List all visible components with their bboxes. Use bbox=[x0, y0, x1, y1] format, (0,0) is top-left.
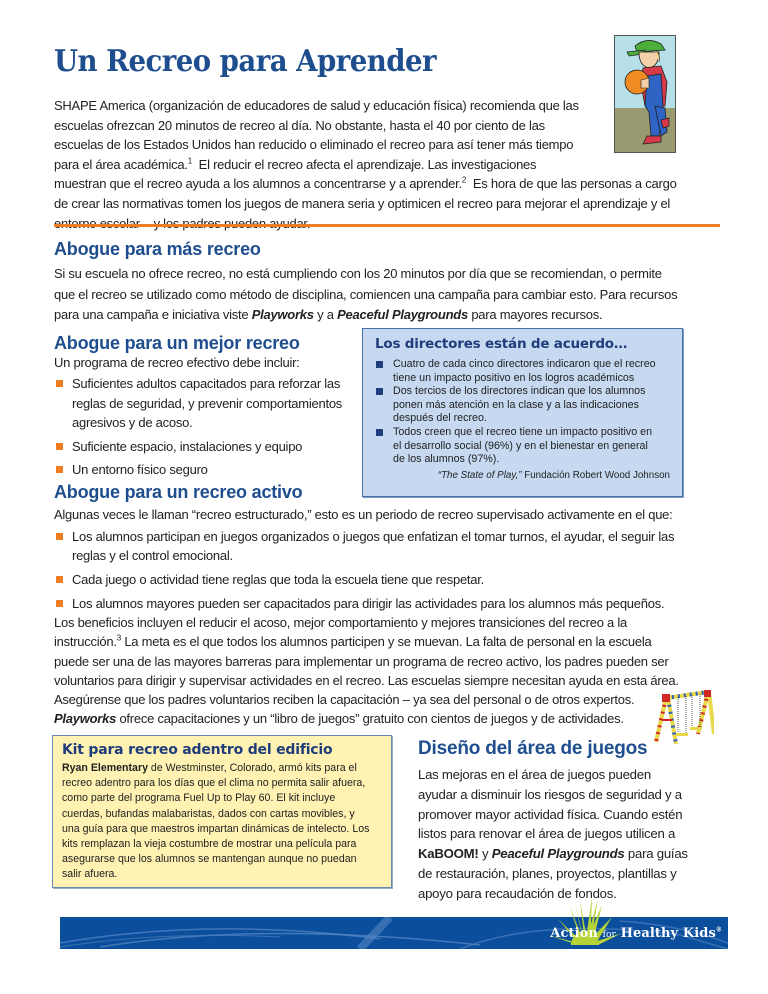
square-bullet-icon bbox=[56, 380, 63, 387]
paragraph-line: de restauración, planes, proyectos, plantillas y bbox=[418, 865, 677, 881]
playworks-link[interactable]: Playworks bbox=[251, 307, 314, 322]
list-item-text: Suficientes adultos capacitados para reforzar las bbox=[72, 376, 341, 391]
section-heading-active-recess: Abogue para un recreo activo bbox=[54, 482, 303, 502]
callout-title: Kit para recreo adentro del edificio bbox=[62, 742, 333, 758]
callout-line bbox=[62, 761, 383, 776]
paragraph-text: para mayores recursos. bbox=[471, 307, 603, 322]
list-item-text: agresivos y de acoso. bbox=[72, 415, 193, 430]
callout-line: salir afuera. bbox=[62, 868, 118, 881]
paragraph-line: voluntarios para dirigir y supervisar actividades en el recreo. Las escuelas siempre necesitan ayuda en esta área. bbox=[54, 672, 679, 688]
paragraph-line: Las mejoras en el área de juegos pueden bbox=[418, 767, 651, 782]
paragraph-line: puede ser una de las mayores barreras para implementar un programa de recreo activo, los padres pueden ser bbox=[54, 653, 669, 669]
callout-list bbox=[375, 358, 672, 467]
logo-text: Healthy Kids bbox=[620, 926, 716, 941]
peaceful-playgrounds-link[interactable]: Peaceful Playgrounds bbox=[491, 846, 625, 862]
page-title: Un Recreo para Aprender bbox=[54, 44, 436, 79]
square-bullet-icon bbox=[56, 576, 63, 583]
paragraph-line: Los beneficios incluyen el reducir el acoso, mejor comportamiento y mejores transiciones del recreo a la bbox=[54, 615, 628, 630]
paragraph-text: y bbox=[481, 846, 489, 862]
callout-title: Los directores están de acuerdo… bbox=[375, 336, 628, 352]
intro-line: escuelas de los Estados Unidos han reducido o eliminado el recreo para así tener más tiempo bbox=[54, 137, 574, 153]
paragraph-text: ofrece capacitaciones y un “libro de juegos” gratuito con cientos de juegos y de actividades. bbox=[119, 711, 624, 727]
intro-text: El reducir el recreo afecta el aprendizaje. Las investigaciones bbox=[198, 156, 537, 172]
list-item-text: el desarrollo social (96%) y en el bienestar en general bbox=[393, 439, 648, 452]
footnote-marker: 3 bbox=[116, 633, 121, 643]
list-item bbox=[375, 385, 672, 426]
section-heading-more-recess: Abogue para más recreo bbox=[54, 239, 261, 259]
intro-text: para el área académica. bbox=[54, 156, 188, 172]
swing-set-illustration bbox=[654, 690, 714, 746]
indoor-recess-kit-box bbox=[52, 735, 392, 888]
paragraph-text: y a bbox=[317, 307, 334, 322]
paragraph-line: ayudar a disminuir los riesgos de seguridad y a bbox=[418, 786, 682, 802]
footer-banner bbox=[60, 917, 728, 949]
list-item bbox=[54, 374, 354, 433]
logo-text: Action bbox=[550, 926, 598, 941]
list-item-text: Cada juego o actividad tiene reglas que toda la escuela tiene que respetar. bbox=[72, 572, 484, 587]
footnote-marker: 1 bbox=[187, 156, 192, 166]
list-item bbox=[375, 426, 672, 467]
active-recess-intro: Algunas veces le llaman “recreo estructurado,” esto es un periodo de recreo supervisado activamente en el que: bbox=[54, 507, 673, 522]
square-bullet-icon bbox=[376, 361, 383, 368]
square-bullet-icon bbox=[376, 388, 383, 395]
better-recess-list bbox=[54, 374, 354, 484]
callout-line: una guía para que maestros impartan dinámicas de intelecto. Los bbox=[62, 822, 370, 835]
active-recess-list bbox=[54, 527, 734, 618]
playworks-link[interactable]: Playworks bbox=[54, 711, 117, 727]
paragraph-text: instrucción. bbox=[54, 634, 117, 650]
callout-text: de Westminster, Colorado, armó kits para el bbox=[150, 762, 357, 774]
list-item-text: Dos tercios de los directores indican que los alumnos bbox=[393, 385, 646, 398]
paragraph-text: para una campaña e iniciativa viste bbox=[54, 307, 249, 322]
list-item-text: de los alumnos (97%). bbox=[393, 453, 500, 466]
paragraph-line: Si su escuela no ofrece recreo, no está cumpliendo con los 20 minutos por día que se recomiendan, o permite bbox=[54, 266, 662, 281]
swing-set-icon bbox=[654, 690, 714, 746]
section-heading-better-recess: Abogue para un mejor recreo bbox=[54, 333, 300, 353]
source-title: “The State of Play,” bbox=[437, 469, 522, 481]
list-item-text: Suficiente espacio, instalaciones y equipo bbox=[72, 438, 303, 454]
intro-line bbox=[54, 174, 714, 194]
list-item-text: Cuatro de cada cinco directores indicaron que el recreo bbox=[393, 358, 656, 370]
intro-text: muestran que el recreo ayuda a los alumnos a concentrarse y a aprender. bbox=[54, 176, 462, 192]
action-for-healthy-kids-logo bbox=[550, 926, 722, 941]
square-bullet-icon bbox=[56, 466, 63, 473]
list-item-text: reglas de seguridad, y prevenir comportamientos bbox=[72, 395, 343, 411]
square-bullet-icon bbox=[56, 600, 63, 607]
paragraph-text: La meta es el que todos los alumnos participen y se muevan. La falta de personal en la escuela bbox=[124, 634, 652, 650]
section-heading-playground-design: Diseño del área de juegos bbox=[418, 738, 648, 759]
paragraph-line: que el recreo se utilizado como método de disciplina, comiencen una campaña para cambiar esto. Para recursos bbox=[54, 286, 678, 302]
logo-text: for bbox=[602, 930, 616, 940]
paragraph-line bbox=[54, 305, 724, 326]
playground-design-paragraph bbox=[418, 765, 718, 904]
kaboom-link[interactable]: KaBOOM! bbox=[418, 846, 479, 862]
intro-line: de crear las normativas tomen los juegos de manera seria y optimicen el recreo para mejorar el aprendizaje y el bbox=[54, 195, 671, 211]
child-holding-ball-illustration bbox=[614, 35, 676, 153]
callout-line: asegurarse que los alumnos se mantengan aunque no puedan bbox=[62, 853, 357, 866]
active-recess-paragraph bbox=[54, 613, 734, 729]
better-recess-intro: Un programa de recreo efectivo debe incluir: bbox=[54, 355, 300, 370]
list-item bbox=[54, 594, 734, 613]
list-item-text: Un entorno físico seguro bbox=[72, 462, 208, 477]
paragraph-line: listos para renovar el área de juegos utilicen a bbox=[418, 826, 676, 842]
source-org: Fundación Robert Wood Johnson bbox=[524, 469, 670, 481]
list-item-text: tiene un impacto positivo en los logros académicos bbox=[393, 371, 635, 384]
school-name: Ryan Elementary bbox=[62, 762, 148, 774]
footnote-marker: 2 bbox=[461, 176, 467, 186]
list-item-text: después del recreo. bbox=[393, 412, 487, 425]
list-item bbox=[54, 527, 734, 565]
callout-source bbox=[375, 470, 672, 481]
paragraph-text: para guías bbox=[627, 846, 688, 862]
list-item-text: ponen más atención en la clase y a las indicaciones bbox=[393, 398, 639, 411]
callout-line: recreo adentro para los días que el clima no permita salir afuera, bbox=[62, 777, 366, 790]
square-bullet-icon bbox=[56, 533, 63, 540]
peaceful-playgrounds-link[interactable]: Peaceful Playgrounds bbox=[337, 307, 468, 322]
square-bullet-icon bbox=[56, 443, 63, 450]
intro-line: SHAPE America (organización de educadores de salud y educación física) recomienda que las bbox=[54, 98, 579, 113]
list-item-text: Los alumnos participan en juegos organizados o juegos que enfatizan el tomar turnos, el ayudar, el seguir las bbox=[72, 529, 675, 544]
callout-line: kits remplazan la vieja costumbre de mostrar una película para bbox=[62, 838, 357, 851]
paragraph-line bbox=[54, 632, 734, 651]
intro-text: Es hora de que las personas a cargo bbox=[472, 176, 677, 192]
paragraph-line: promover mayor actividad física. Cuando estén bbox=[418, 806, 683, 822]
paragraph-line: Asegúrense que los padres voluntarios reciben la capacitación – ya sea del personal o de otros expertos. bbox=[54, 692, 635, 708]
intro-line: escuelas ofrezcan 20 minutos de recreo al día. No obstante, hasta el 40 por ciento de las bbox=[54, 117, 545, 133]
section-divider bbox=[54, 224, 720, 227]
paragraph-line bbox=[418, 844, 718, 864]
list-item bbox=[375, 358, 672, 385]
paragraph-line bbox=[54, 709, 734, 728]
list-item bbox=[54, 460, 354, 480]
list-item-text: Los alumnos mayores pueden ser capacitados para dirigir las actividades para los alumnos más pequeños. bbox=[72, 596, 665, 611]
callout-line: cuerdas, bufandas malabaristas, dados con cartas movibles, y bbox=[62, 807, 355, 820]
intro-line bbox=[54, 155, 714, 175]
list-item-text: reglas y el control emocional. bbox=[72, 548, 233, 563]
list-item bbox=[54, 570, 734, 589]
paragraph-line: apoyo para recaudación de fondos. bbox=[418, 885, 617, 901]
callout-line: como parte del programa Fuel Up to Play 60. El kit incluye bbox=[62, 792, 336, 805]
directors-callout-box bbox=[362, 328, 683, 497]
registered-mark: ® bbox=[715, 926, 722, 934]
square-bullet-icon bbox=[376, 429, 383, 436]
list-item-text: Todos creen que el recreo tiene un impacto positivo en bbox=[393, 425, 653, 438]
child-icon bbox=[615, 36, 676, 153]
callout-body bbox=[62, 761, 383, 883]
list-item bbox=[54, 437, 354, 457]
more-recess-paragraph bbox=[54, 264, 724, 326]
